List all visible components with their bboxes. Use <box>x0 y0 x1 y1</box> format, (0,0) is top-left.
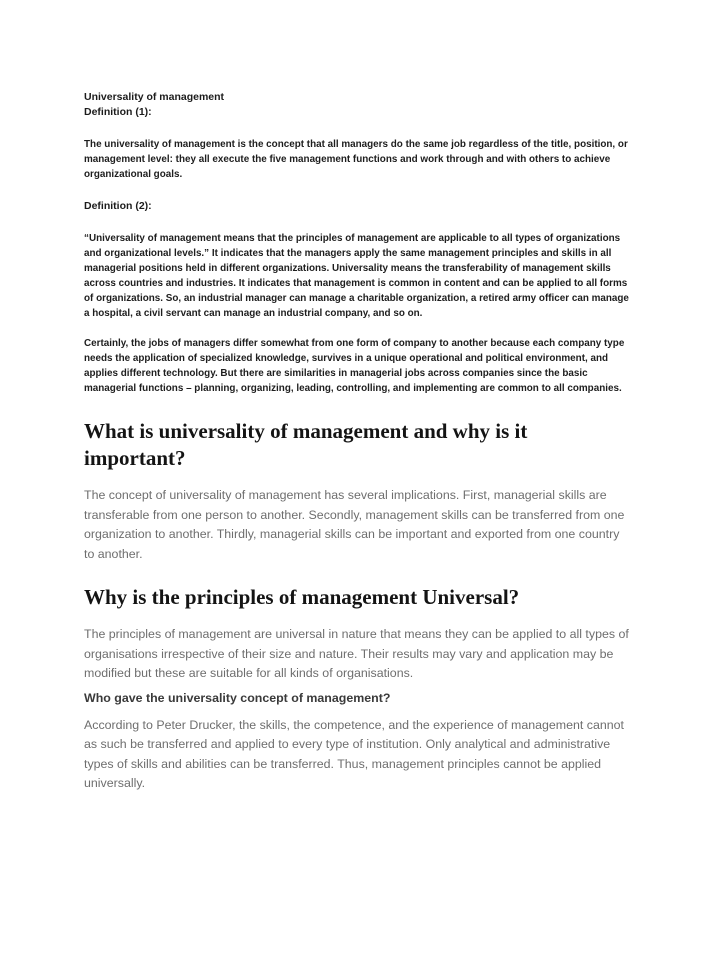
definition-2-text: “Universality of management means that the principles of management are applicable to all types of organizations and organizational levels.” It indicates that the managers apply the same management principles and skills in all managerial positions held in different organizations. Universality means the transferability of management skills across countries and industries. It indicates that management is common in content and can be applied to all forms of organizations. So, an industrial manager can manage a charitable organization, a retired army officer can manage a hospital, a civil servant can manage an industrial company, and so on. <box>84 233 629 319</box>
drucker-paragraph: According to Peter Drucker, the skills, the competence, and the experience of management cannot as such be transferred and applied to every type of institution. Only analytical and administrative types of skills and abilities can be transferred. Thus, management principles cannot be applied universally. <box>84 717 624 790</box>
similarities-paragraph: Certainly, the jobs of managers differ somewhat from one form of company to another because each company type needs the application of specialized knowledge, survives in a unique operational and political environment, and applies different technology. But there are similarities in managerial jobs across companies since the basic managerial functions – planning, organizing, leading, controlling, and implementing are common to all companies. <box>84 338 625 394</box>
subheading-who-gave-concept: Who gave the universality concept of management? <box>84 690 391 705</box>
universal-principles-paragraph: The principles of management are universal in nature that means they can be applied to all types of organisations irrespective of their size and nature. Their results may vary and application may be modified but these are suitable for all kinds of organisations. <box>84 627 629 680</box>
document-title: Universality of management <box>84 91 225 103</box>
definition-2-label: Definition (2): <box>84 200 152 212</box>
definition-1-text: The universality of management is the concept that all managers do the same job regardless of the title, position, or management level: they all execute the five management functions and work through and with others to achieve organizational goals. <box>84 139 628 180</box>
heading-why-principles-universal: Why is the principles of management Universal? <box>84 585 520 609</box>
definition-1-label: Definition (1): <box>84 106 152 118</box>
implications-paragraph: The concept of universality of management has several implications. First, managerial skills are transferable from one person to another. Secondly, management skills can be transferred from one organization to another. Thirdly, managerial skills can be important and exported from one country to another. <box>84 488 625 561</box>
document-content <box>84 90 632 794</box>
heading-what-is-universality: What is universality of management and why is it important? <box>84 419 528 470</box>
